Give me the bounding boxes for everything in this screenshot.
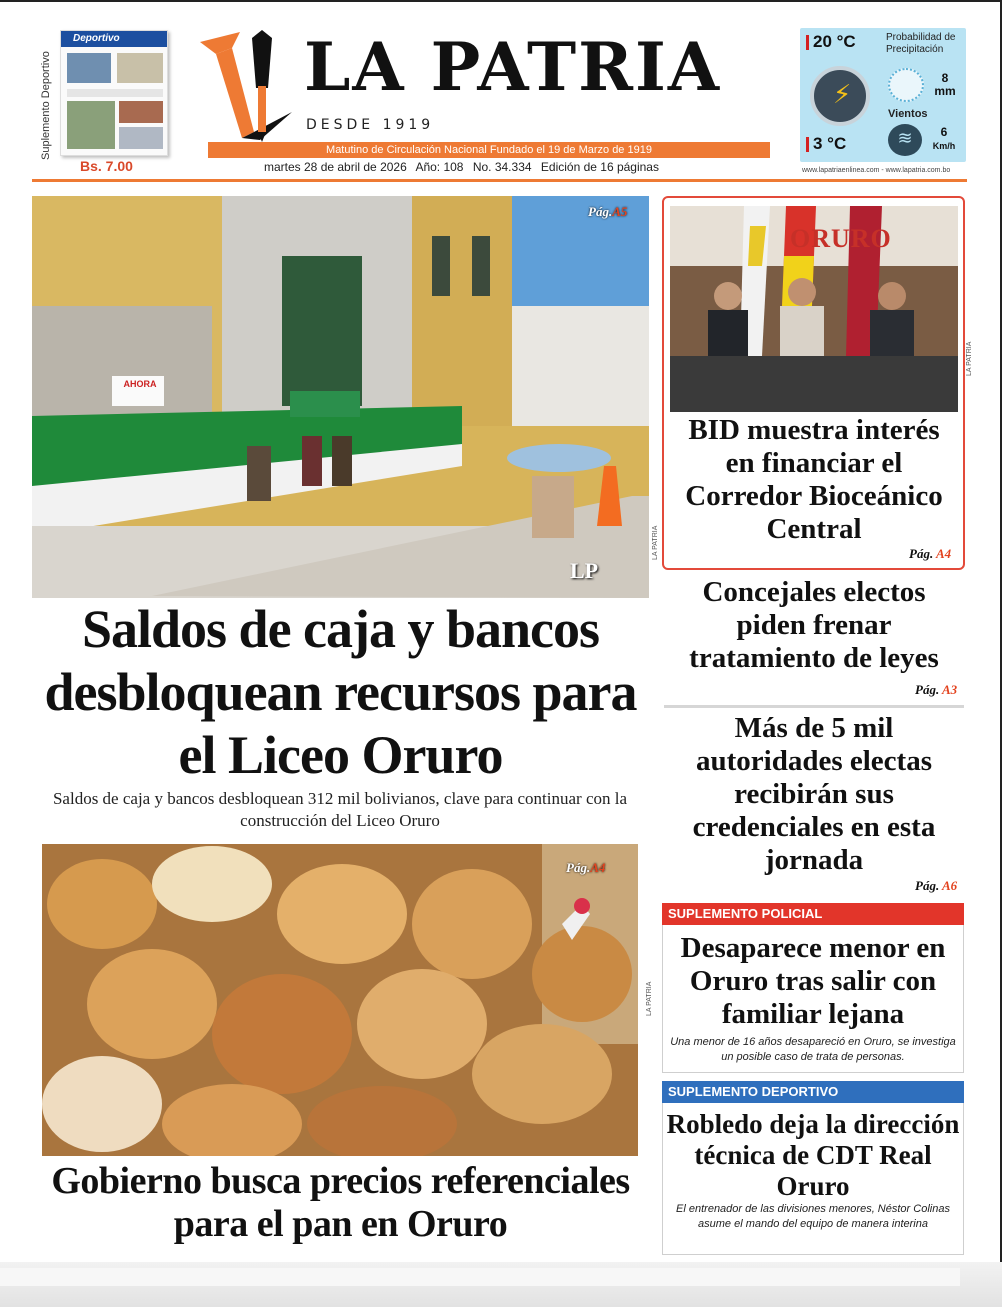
- thumb-photo: [67, 53, 111, 83]
- thumb-photo: [119, 127, 163, 149]
- photo-credit: LA PATRIA: [966, 341, 973, 376]
- dateline: [264, 160, 665, 174]
- lightning-icon: ⚡: [833, 80, 852, 110]
- issue-date: martes 28 de abril de 2026: [264, 160, 407, 174]
- supplement-thumbnail[interactable]: [60, 30, 168, 156]
- deportivo-headline[interactable]: Robledo deja la dirección técnica de CDT Real Oruro: [666, 1109, 960, 1201]
- supplement-side-label: Suplemento Deportivo: [40, 51, 52, 160]
- supplement-label-policial[interactable]: SUPLEMENTO POLICIAL: [662, 903, 964, 925]
- photo-credit: LA PATRIA: [652, 525, 659, 560]
- precipitation-label: Probabilidad de Precipitación: [886, 32, 956, 55]
- page-ref-concejales: Pág. A3: [915, 682, 958, 697]
- autoridades-headline[interactable]: Más de 5 mil autoridades electas recibirán sus credenciales en esta jornada: [692, 712, 936, 876]
- website-urls: www.lapatriaenlinea.com - www.lapatria.com.bo: [802, 167, 951, 174]
- page-bottom-edge: [0, 1268, 960, 1286]
- policial-headline[interactable]: Desaparece menor en Oruro tras salir con familiar lejana: [680, 932, 946, 1030]
- temperature-high: 20 °C: [806, 32, 856, 52]
- photo-credit: LA PATRIA: [646, 981, 653, 1016]
- deportivo-summary: El entrenador de las divisiones menores, Néstor Colinas asume el mando del equipo de manera interina: [676, 1203, 950, 1230]
- wind-icon: ≋: [888, 124, 922, 156]
- main-headline[interactable]: Saldos de caja y bancos desbloquean recursos para el Liceo Oruro: [44, 599, 637, 785]
- thumb-photo: [117, 53, 163, 83]
- supplement-label-deportivo[interactable]: SUPLEMENTO DEPORTIVO: [662, 1081, 964, 1103]
- page-ref-main: Pág.A5: [588, 204, 628, 219]
- section-divider: [664, 705, 964, 708]
- main-story-photo[interactable]: [32, 196, 649, 598]
- wind-label: Vientos: [888, 108, 928, 120]
- rain-drops-icon: [888, 68, 924, 102]
- issue-edition: Edición de 16 páginas: [540, 160, 659, 174]
- masthead-tagline: Matutino de Circulación Nacional Fundado el 19 de Marzo de 1919: [208, 142, 770, 158]
- weather-widget: [800, 28, 966, 162]
- thumb-text: [67, 89, 163, 97]
- masthead-title: LA PATRIA: [304, 28, 722, 106]
- thumb-photo: [119, 101, 163, 123]
- concejales-headline[interactable]: Concejales electos piden frenar tratamiento de leyes: [689, 576, 939, 674]
- wall-sign: ORURO: [790, 224, 892, 253]
- price-tag: Bs. 7.00: [80, 158, 133, 174]
- supplement-thumbnail-title: Deportivo: [61, 31, 167, 47]
- masthead-since: DESDE 1919: [306, 117, 435, 133]
- bread-headline[interactable]: Gobierno busca precios referenciales para el pan en Oruro: [51, 1160, 630, 1245]
- page-ref-bread: Pág.A4: [566, 860, 606, 875]
- thermometer-icon: [806, 35, 809, 50]
- bid-headline[interactable]: BID muestra interés en financiar el Corredor Bioceánico Central: [685, 414, 943, 545]
- page-border-top: [0, 0, 1002, 2]
- policial-summary: Una menor de 16 años desapareció en Oruro, se investiga un posible caso de trata de personas.: [670, 1036, 956, 1063]
- lp-watermark: LP: [570, 558, 599, 583]
- bread-story-photo[interactable]: [42, 844, 638, 1156]
- la-patria-pen-logo-icon: [196, 28, 296, 144]
- bread-basket-illustration: [42, 844, 638, 1156]
- thumb-photo: [67, 101, 115, 149]
- temperature-low: 3 °C: [806, 134, 846, 154]
- page-ref-bid: Pág. A4: [909, 546, 952, 561]
- thermometer-icon: [806, 137, 809, 152]
- issue-number: No. 34.334: [472, 160, 532, 174]
- protest-sign: AHORA: [123, 379, 157, 389]
- masthead-rule: [32, 179, 967, 182]
- bid-story-photo[interactable]: [670, 206, 958, 412]
- page-ref-autoridades: Pág. A6: [915, 878, 958, 893]
- liceo-protest-illustration: [32, 196, 649, 598]
- main-deck: Saldos de caja y bancos desbloquean 312 mil bolivianos, clave para continuar con la construcción del Liceo Oruro: [52, 789, 628, 830]
- precipitation-value: 8 mm: [934, 71, 956, 98]
- wind-value: 6 Km/h: [932, 125, 956, 151]
- issue-year: Año: 108: [415, 160, 464, 174]
